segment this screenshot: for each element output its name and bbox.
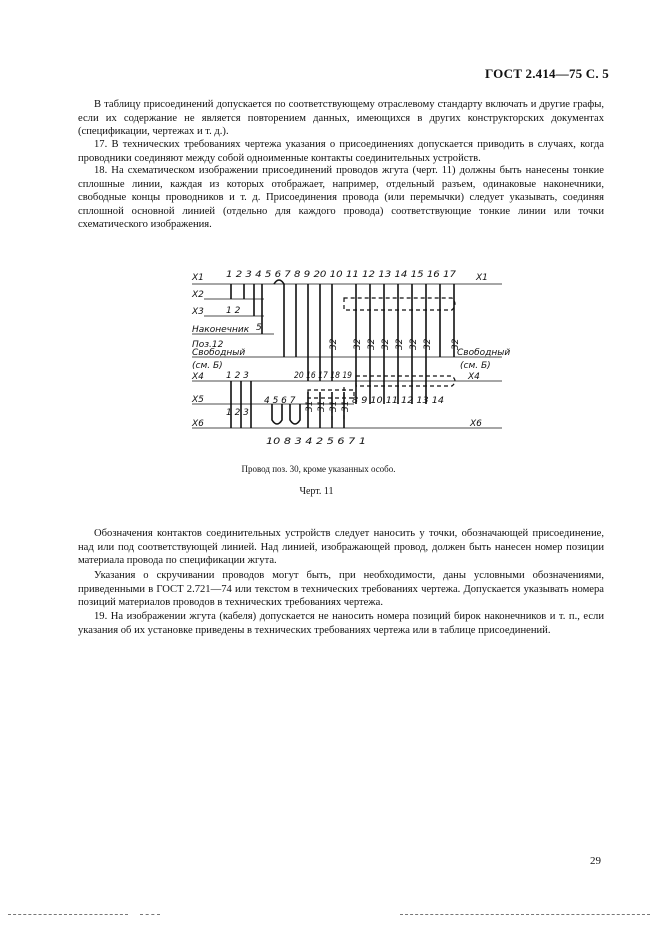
wire-label: 32 (409, 338, 419, 350)
x5-left-numbers: 1 2 3 (226, 408, 249, 418)
paragraph-contact-designations: Обозначения контактов соединительных устройств следует наносить у точки, обозначающей присоединение, над или под соответствующей линией. Над линией, изображающей провод, должен быть нанесен номер позиции материала провода по спецификации жгута. (78, 528, 604, 567)
x5-mid-numbers: 4 5 6 7 (264, 396, 296, 406)
paragraph-17: 17. В технических требованиях чертежа указания о присоединениях допускается приводить в случаях, когда проводники соединяют между собой одноименные контакты соединительных устройств. (78, 139, 604, 164)
figure-caption: Черт. 11 (299, 486, 334, 497)
wire-label: 32 (381, 338, 391, 350)
harness-connection-diagram (184, 262, 514, 452)
label-x6: X6 (192, 419, 204, 429)
lower-wire-label: 31 (305, 400, 315, 412)
label-svobodny-right: Свободный (457, 348, 511, 358)
label-svobodny-left: Свободный (192, 348, 246, 358)
page-number: 29 (590, 855, 601, 867)
page-header: ГОСТ 2.414—75 С. 5 (484, 66, 609, 81)
wire-label: 32 (367, 338, 377, 350)
x6-bottom-numbers: 10 8 3 4 2 5 6 7 1 (266, 437, 366, 447)
paragraph-18: 18. На схематическом изображении присоединений проводов жгута (черт. 11) должны быть нанесены тонкие сплошные линии, каждая из которых отображает, например, отдельный разъем, одинаковые наконечники, свободные концы проводников и т. д. Присоединения провода (или перемычки) следует указывать, соединяя сплошной основной линией (отдельно для каждого провода) соответствующие тонкие линии или точки схематического изображения. (78, 165, 604, 231)
label-x6-right: X6 (470, 419, 482, 429)
footer-divider (8, 914, 128, 915)
footer-divider (400, 914, 650, 915)
label-poz: Поз.12 (192, 340, 224, 350)
x2-contact-numbers: 1 2 (226, 306, 241, 316)
footer-divider (140, 914, 160, 915)
label-x5: X5 (192, 395, 204, 405)
lower-wire-label: 31 (329, 400, 339, 412)
label-x3: X3 (192, 307, 204, 317)
label-x1: X1 (192, 273, 204, 283)
wire-label: 32 (395, 338, 405, 350)
lower-wire-label: 31 (341, 400, 351, 412)
label-sm-b-left: (см. Б) (192, 361, 223, 371)
wire-label: 32 (423, 338, 433, 350)
lower-wire-label: 31 (317, 400, 327, 412)
lower-wire-labels (305, 401, 351, 412)
x4-right-numbers: 20 16 17 18 19 (294, 371, 353, 381)
x5-right-numbers: 8 9 10 11 12 13 14 (352, 396, 445, 406)
label-x2: X2 (192, 290, 204, 300)
wire-label: 32 (329, 338, 339, 350)
paragraph-twisting: Указания о скручивании проводов могут быть, при необходимости, даны условными обозначениями, приведенными в ГОСТ 2.721—74 или текстом в технических требованиях чертежа. Допускается указывать номера позиций материалов проводов в технических требованиях чертежа. (78, 570, 604, 609)
x1-contact-numbers: 1 2 3 4 5 6 7 8 9 20 10 11 12 13 14 15 16 17 (226, 270, 457, 280)
label-x4: X4 (192, 372, 204, 382)
wire-label: 32 (353, 338, 363, 350)
label-x1-right: X1 (476, 273, 488, 283)
wire-material-labels (329, 338, 461, 350)
wire-label: 32 (451, 338, 461, 350)
x3-contact-numbers: 5 (256, 323, 262, 333)
x4-left-numbers: 1 2 3 (226, 371, 249, 381)
label-x4-right: X4 (468, 372, 480, 382)
paragraph-19: 19. На изображении жгута (кабеля) допускается не наносить номера позиций бирок наконечников и т. п., если указания об их установке приведены в технических требованиях чертежа или в таблице присоединений. (78, 611, 604, 636)
paragraph-table-columns: В таблицу присоединений допускается по соответствующему отраслевому стандарту включать и другие графы, если их содержание не является повторением данных, имеющихся в других конструкторских документах (спецификации, чертежах и т. д.). (78, 99, 604, 138)
label-sm-b-right: (см. Б) (460, 361, 491, 371)
figure-note: Провод поз. 30, кроме указанных особо. (241, 464, 396, 474)
label-nakonechnik: Наконечник (192, 325, 250, 335)
